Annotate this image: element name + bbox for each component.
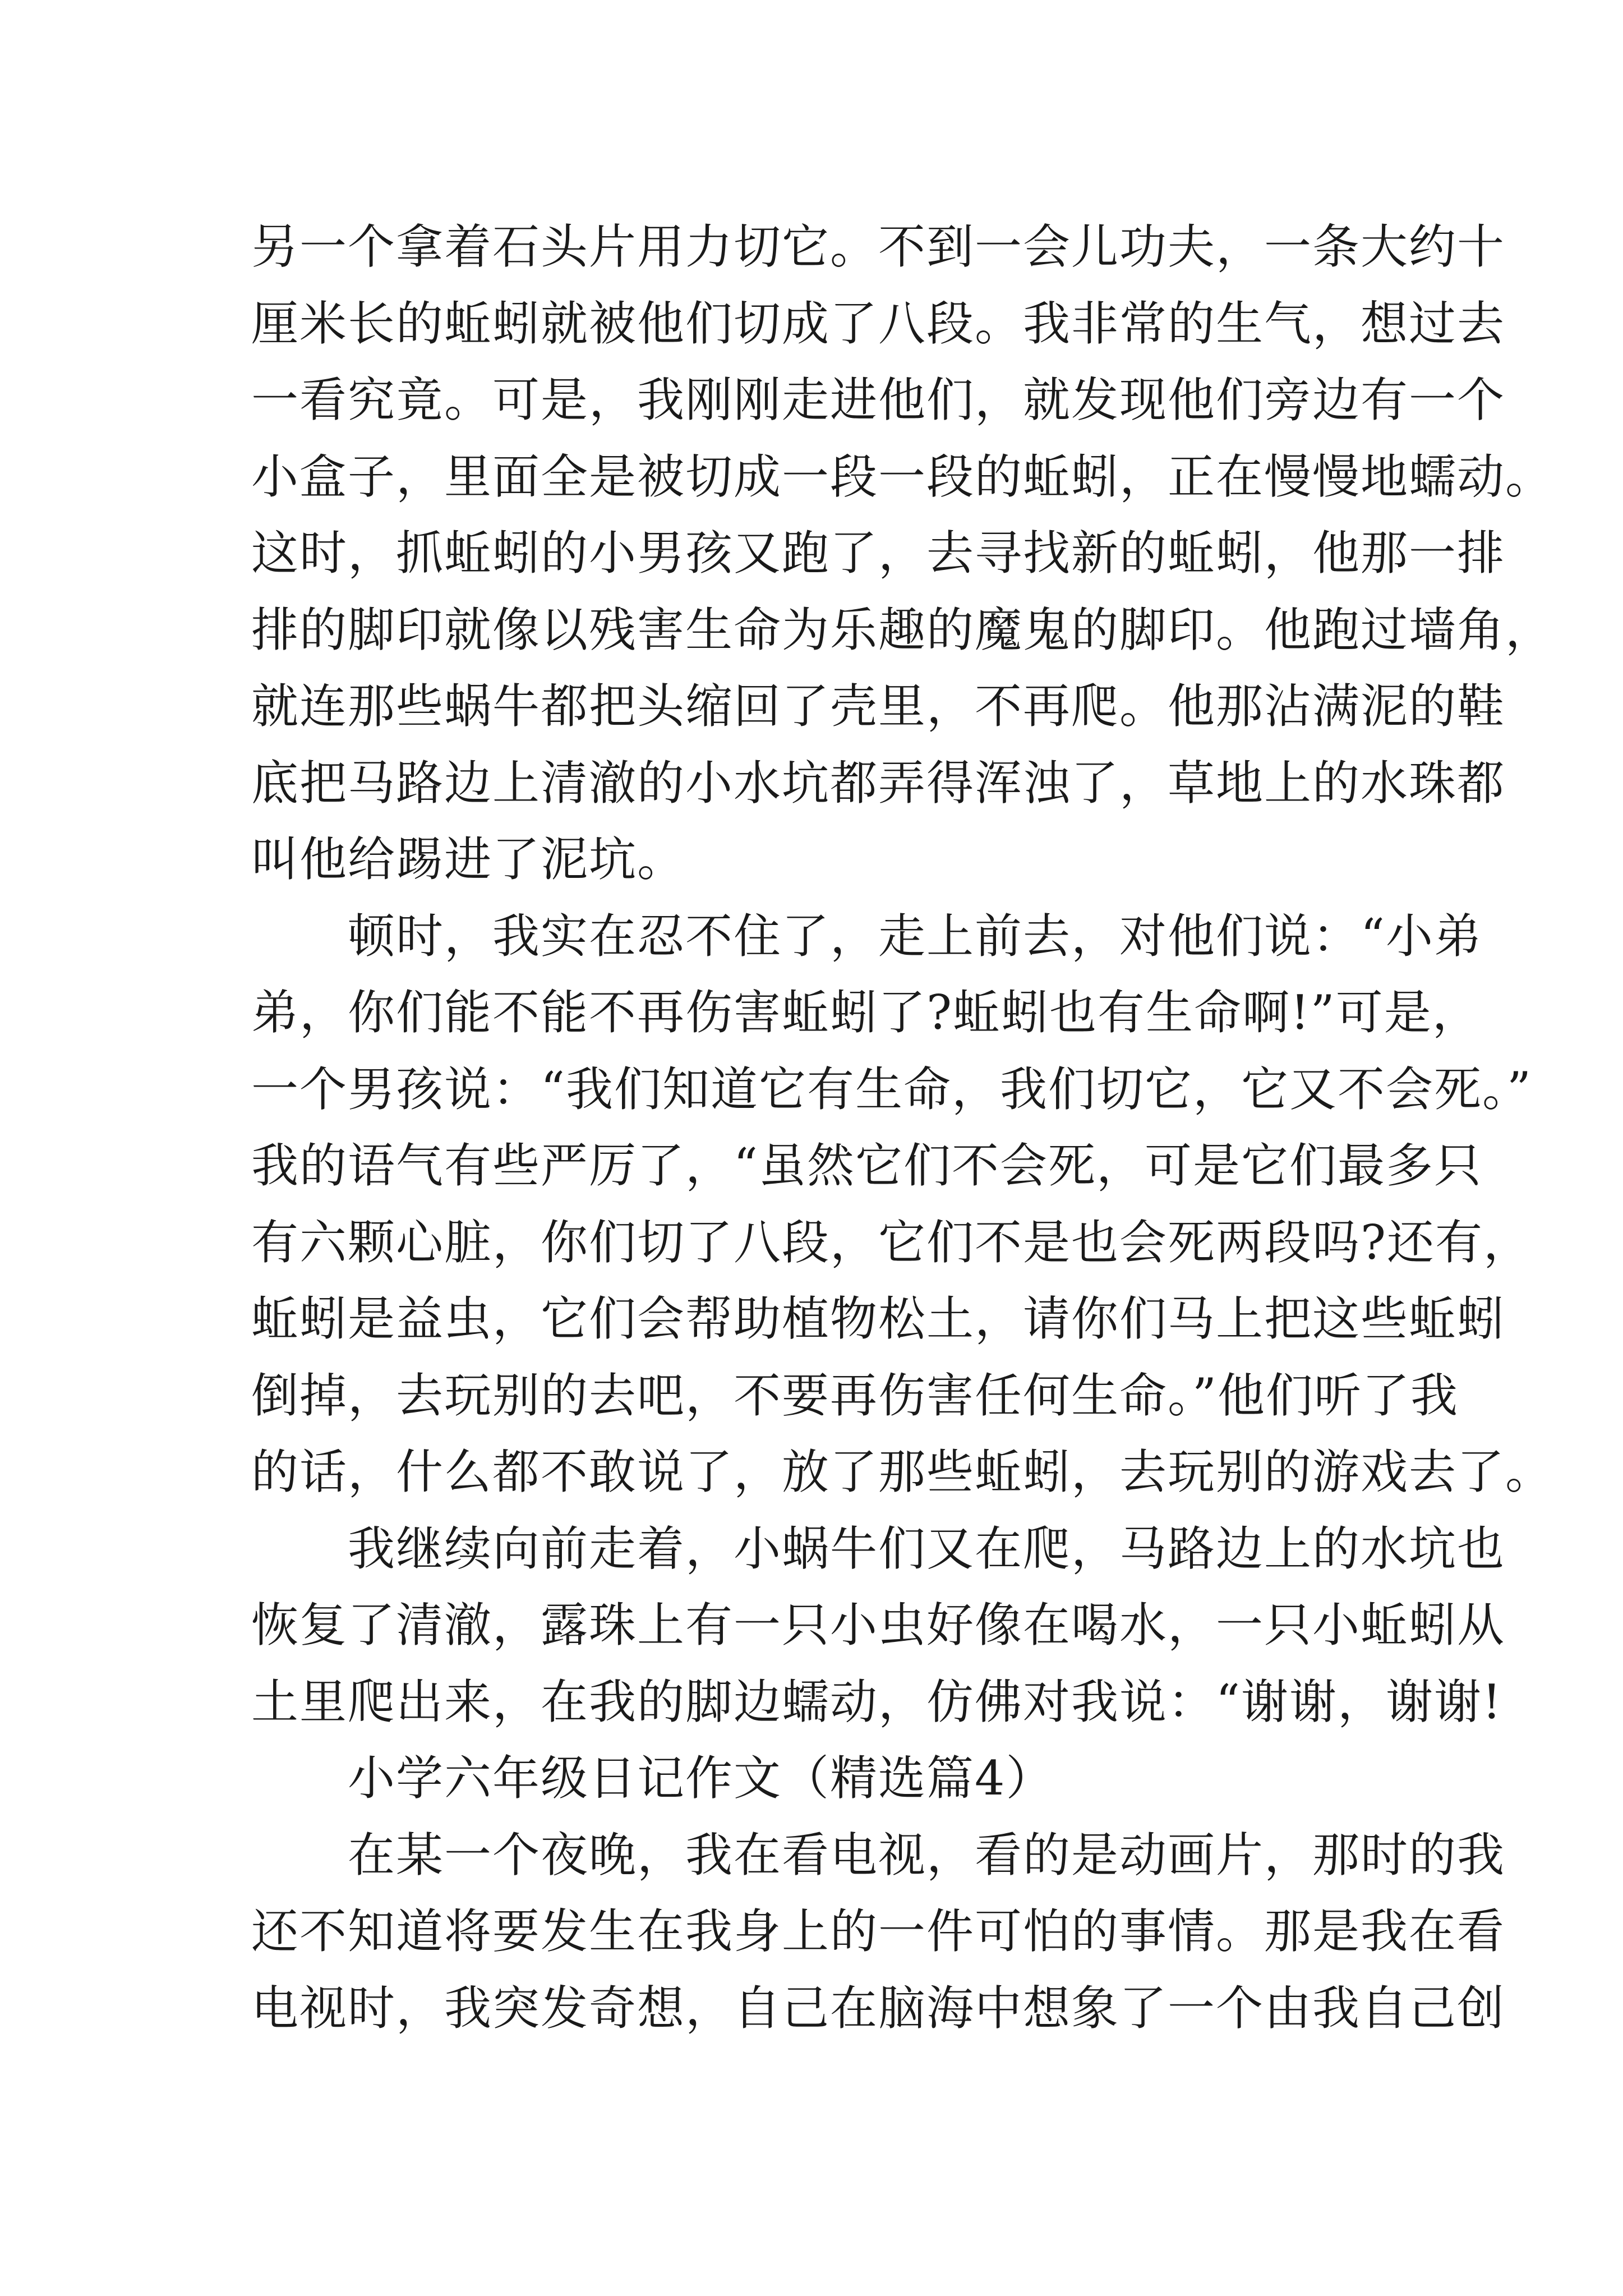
text-line: 土里爬出来，在我的脚边蠕动，仿佛对我说：“谢谢，谢谢!	[251, 1674, 1502, 1729]
text-line: 一个男孩说：“我们知道它有生命，我们切它，它又不会死。”	[251, 1061, 1532, 1117]
text-line: 顿时，我实在忍不住了，走上前去，对他们说：“小弟	[251, 908, 1482, 964]
text-line: 另一个拿着石头片用力切它。不到一会儿功夫，一条大约十	[251, 219, 1506, 274]
text-line: 在某一个夜晚，我在看电视，看的是动画片，那时的我	[251, 1827, 1506, 1883]
text-line: 我的语气有些严厉了，“虽然它们不会死，可是它们最多只	[251, 1138, 1482, 1193]
body-text	[251, 209, 1554, 2046]
text-line: 倒掉，去玩别的去吧，不要再伤害任何生命。”他们听了我	[251, 1368, 1459, 1423]
text-line: 弟，你们能不能不再伤害蚯蚓了?蚯蚓也有生命啊!”可是，	[251, 985, 1481, 1040]
text-line: 底把马路边上清澈的小水坑都弄得浑浊了，草地上的水珠都	[251, 755, 1506, 811]
text-line: 还不知道将要发生在我身上的一件可怕的事情。那是我在看	[251, 1904, 1506, 1959]
text-line: 的话，什么都不敢说了，放了那些蚯蚓，去玩别的游戏去了。	[251, 1444, 1554, 1499]
text-line: 我继续向前走着，小蜗牛们又在爬，马路边上的水坑也	[251, 1521, 1506, 1576]
text-line: 厘米长的蚯蚓就被他们切成了八段。我非常的生气，想过去	[251, 296, 1506, 351]
text-line: 有六颗心脏，你们切了八段，它们不是也会死两段吗?还有，	[251, 1214, 1532, 1270]
text-line: 这时，抓蚯蚓的小男孩又跑了，去寻找新的蚯蚓，他那一排	[251, 526, 1506, 581]
text-line: 就连那些蜗牛都把头缩回了壳里，不再爬。他那沾满泥的鞋	[251, 679, 1506, 734]
text-line: 电视时，我突发奇想，自己在脑海中想象了一个由我自己创	[251, 1980, 1506, 2036]
text-line: 一看究竟。可是，我刚刚走进他们，就发现他们旁边有一个	[251, 372, 1506, 427]
text-line: 叫他给踢进了泥坑。	[251, 832, 686, 887]
text-line: 排的脚印就像以残害生命为乐趣的魔鬼的脚印。他跑过墙角，	[251, 602, 1554, 657]
section-heading: 小学六年级日记作文（精选篇4）	[251, 1751, 1054, 1806]
text-line: 小盒子，里面全是被切成一段一段的蚯蚓，正在慢慢地蠕动。	[251, 449, 1554, 504]
text-line: 蚯蚓是益虫，它们会帮助植物松土，请你们马上把这些蚯蚓	[251, 1291, 1506, 1346]
text-line: 恢复了清澈，露珠上有一只小虫好像在喝水，一只小蚯蚓从	[251, 1598, 1506, 1653]
